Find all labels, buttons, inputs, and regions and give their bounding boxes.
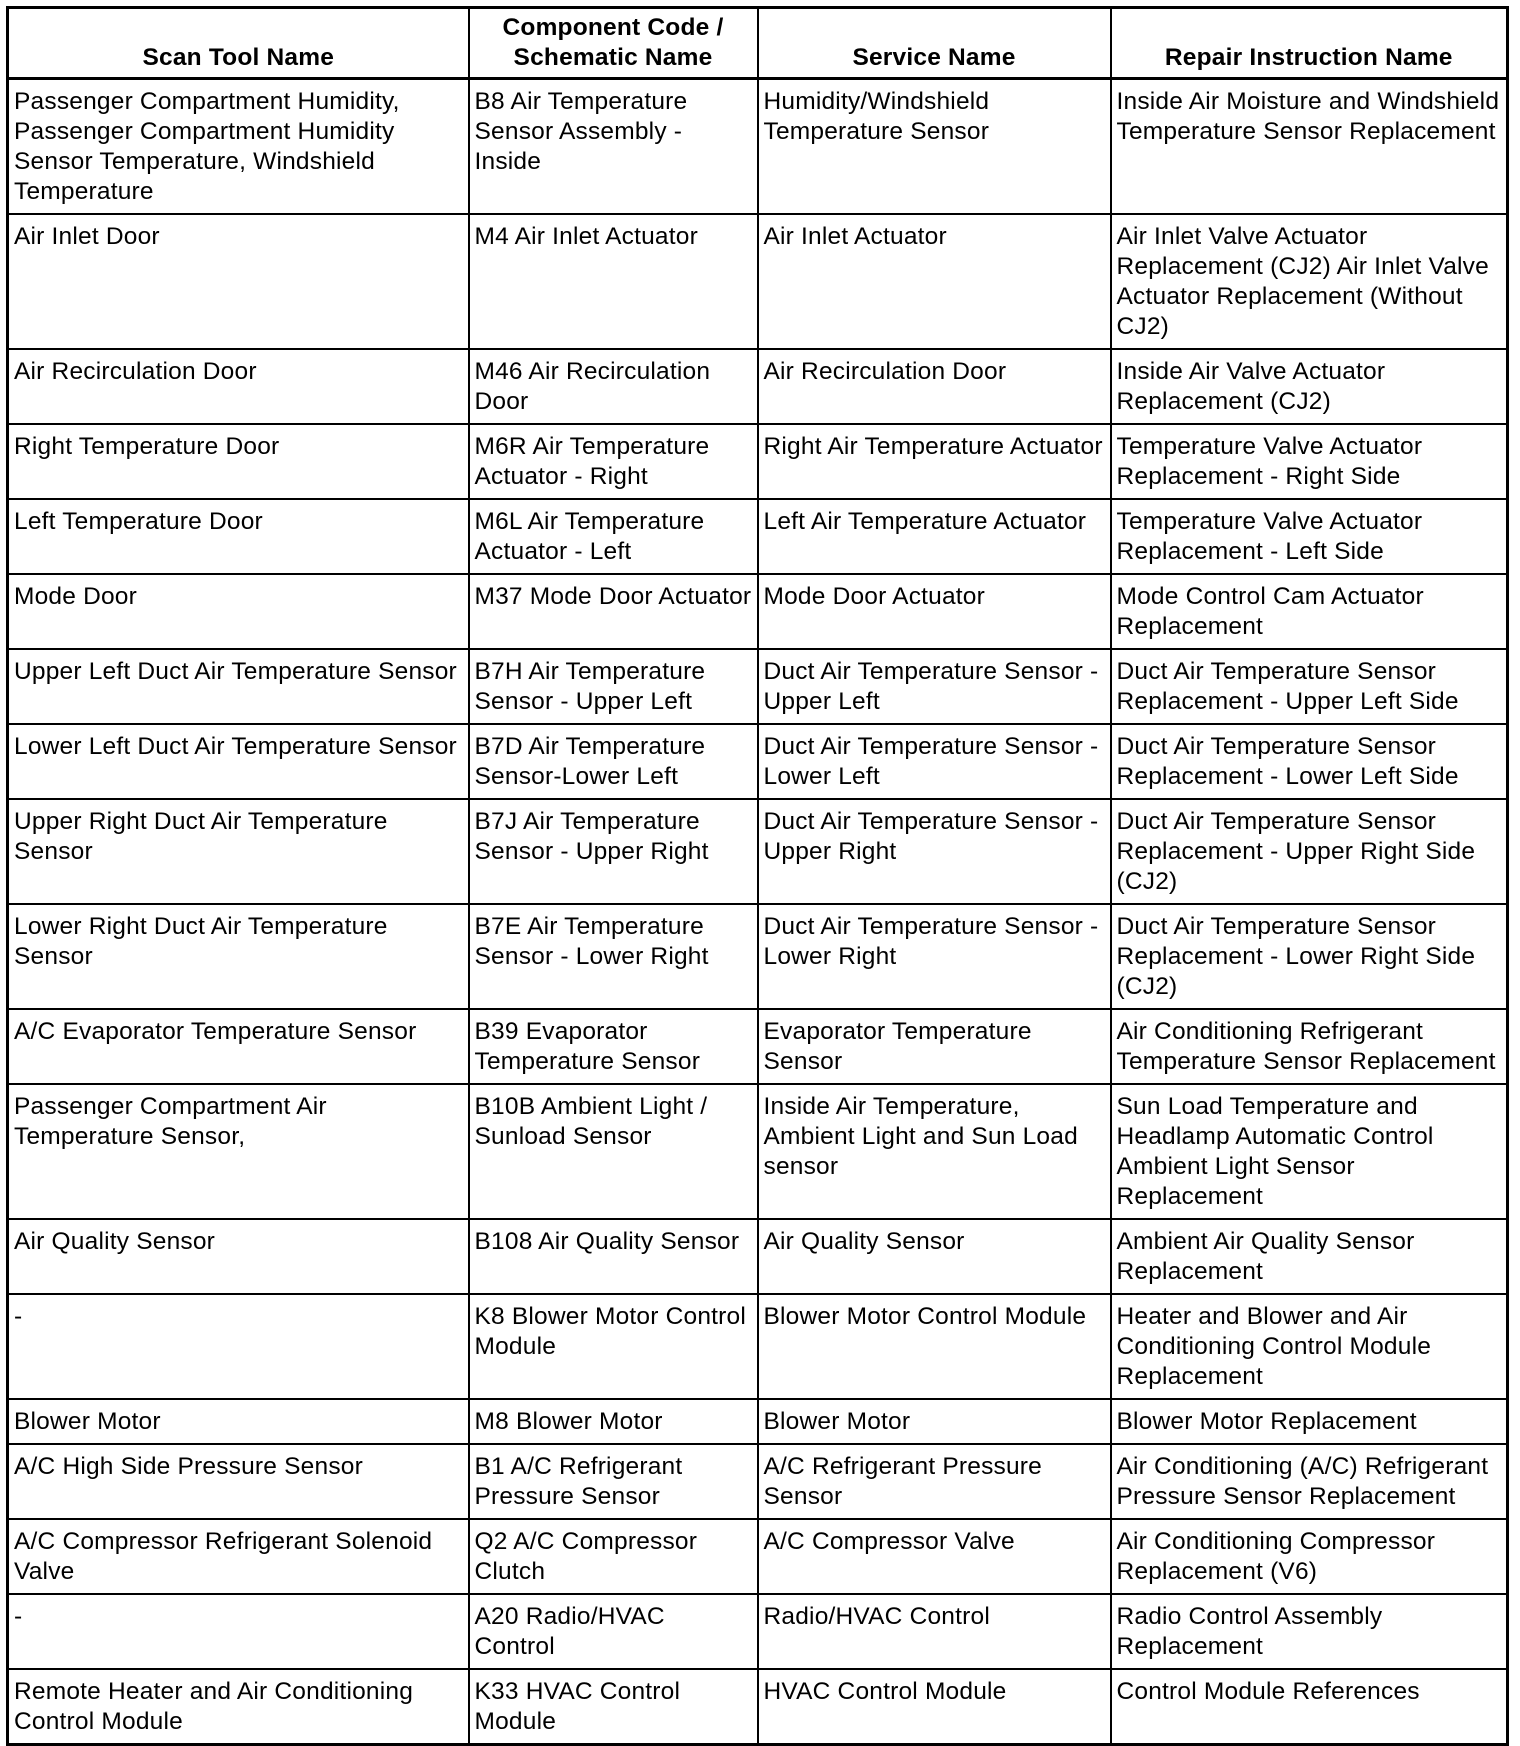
cell-scan-tool-name: Lower Right Duct Air Temperature Sensor xyxy=(8,904,469,1009)
cell-scan-tool-name: Air Inlet Door xyxy=(8,214,469,349)
header-service-name: Service Name xyxy=(758,8,1111,79)
cell-repair-instruction-name: Blower Motor Replacement xyxy=(1111,1399,1508,1444)
header-component-code-line2: Schematic Name xyxy=(513,44,713,71)
table-row xyxy=(8,1444,1508,1519)
cell-scan-tool-name: Passenger Compartment Air Temperature Sensor, xyxy=(8,1084,469,1219)
cell-repair-instruction-name: Air Conditioning Compressor Replacement (V6) xyxy=(1111,1519,1508,1594)
cell-repair-instruction-name: Radio Control Assembly Replacement xyxy=(1111,1594,1508,1669)
cell-service-name: Duct Air Temperature Sensor - Lower Left xyxy=(758,724,1111,799)
cell-scan-tool-name: Air Quality Sensor xyxy=(8,1219,469,1294)
cell-repair-instruction-name: Temperature Valve Actuator Replacement - Right Side xyxy=(1111,424,1508,499)
cell-component-code: Q2 A/C Compressor Clutch xyxy=(469,1519,758,1594)
header-component-code-line1: Component Code / xyxy=(502,14,724,41)
component-reference-sheet xyxy=(6,6,1509,1746)
cell-component-code: B39 Evaporator Temperature Sensor xyxy=(469,1009,758,1084)
cell-scan-tool-name: A/C Evaporator Temperature Sensor xyxy=(8,1009,469,1084)
cell-scan-tool-name: A/C Compressor Refrigerant Solenoid Valve xyxy=(8,1519,469,1594)
header-row xyxy=(8,8,1508,79)
cell-service-name: Radio/HVAC Control xyxy=(758,1594,1111,1669)
table-row xyxy=(8,904,1508,1009)
cell-scan-tool-name: Lower Left Duct Air Temperature Sensor xyxy=(8,724,469,799)
cell-component-code: M8 Blower Motor xyxy=(469,1399,758,1444)
cell-component-code: B1 A/C Refrigerant Pressure Sensor xyxy=(469,1444,758,1519)
cell-component-code: B8 Air Temperature Sensor Assembly - Inside xyxy=(469,79,758,215)
table-header xyxy=(8,8,1508,79)
table-row xyxy=(8,214,1508,349)
table-row xyxy=(8,799,1508,904)
table-row xyxy=(8,1084,1508,1219)
cell-repair-instruction-name: Mode Control Cam Actuator Replacement xyxy=(1111,574,1508,649)
cell-service-name: HVAC Control Module xyxy=(758,1669,1111,1745)
table-row xyxy=(8,1294,1508,1399)
cell-repair-instruction-name: Temperature Valve Actuator Replacement - Left Side xyxy=(1111,499,1508,574)
cell-service-name: Blower Motor xyxy=(758,1399,1111,1444)
cell-service-name: Inside Air Temperature, Ambient Light and Sun Load sensor xyxy=(758,1084,1111,1219)
table-row xyxy=(8,1669,1508,1745)
cell-service-name: Duct Air Temperature Sensor - Upper Left xyxy=(758,649,1111,724)
table-row xyxy=(8,1594,1508,1669)
header-scan-tool-name: Scan Tool Name xyxy=(8,8,469,79)
cell-repair-instruction-name: Air Inlet Valve Actuator Replacement (CJ2) Air Inlet Valve Actuator Replacement (Without CJ2) xyxy=(1111,214,1508,349)
cell-scan-tool-name: Left Temperature Door xyxy=(8,499,469,574)
table-row xyxy=(8,424,1508,499)
cell-scan-tool-name: - xyxy=(8,1594,469,1669)
cell-repair-instruction-name: Ambient Air Quality Sensor Replacement xyxy=(1111,1219,1508,1294)
cell-service-name: Duct Air Temperature Sensor - Lower Right xyxy=(758,904,1111,1009)
cell-repair-instruction-name: Inside Air Valve Actuator Replacement (CJ2) xyxy=(1111,349,1508,424)
cell-service-name: Right Air Temperature Actuator xyxy=(758,424,1111,499)
cell-component-code: M46 Air Recirculation Door xyxy=(469,349,758,424)
cell-scan-tool-name: Blower Motor xyxy=(8,1399,469,1444)
table-row xyxy=(8,1519,1508,1594)
cell-scan-tool-name: Upper Right Duct Air Temperature Sensor xyxy=(8,799,469,904)
table-row xyxy=(8,79,1508,215)
cell-component-code: B7H Air Temperature Sensor - Upper Left xyxy=(469,649,758,724)
cell-repair-instruction-name: Heater and Blower and Air Conditioning Control Module Replacement xyxy=(1111,1294,1508,1399)
cell-service-name: A/C Refrigerant Pressure Sensor xyxy=(758,1444,1111,1519)
cell-service-name: Blower Motor Control Module xyxy=(758,1294,1111,1399)
table-row xyxy=(8,1399,1508,1444)
cell-component-code: B10B Ambient Light / Sunload Sensor xyxy=(469,1084,758,1219)
cell-component-code: M6R Air Temperature Actuator - Right xyxy=(469,424,758,499)
cell-repair-instruction-name: Duct Air Temperature Sensor Replacement - Upper Right Side (CJ2) xyxy=(1111,799,1508,904)
cell-repair-instruction-name: Duct Air Temperature Sensor Replacement - Upper Left Side xyxy=(1111,649,1508,724)
cell-component-code: B108 Air Quality Sensor xyxy=(469,1219,758,1294)
cell-service-name: A/C Compressor Valve xyxy=(758,1519,1111,1594)
cell-service-name: Humidity/Windshield Temperature Sensor xyxy=(758,79,1111,215)
cell-service-name: Mode Door Actuator xyxy=(758,574,1111,649)
table-row xyxy=(8,574,1508,649)
cell-service-name: Air Recirculation Door xyxy=(758,349,1111,424)
table-row xyxy=(8,649,1508,724)
header-repair-instruction-name: Repair Instruction Name xyxy=(1111,8,1508,79)
table-row xyxy=(8,724,1508,799)
cell-repair-instruction-name: Inside Air Moisture and Windshield Temperature Sensor Replacement xyxy=(1111,79,1508,215)
cell-component-code: K33 HVAC Control Module xyxy=(469,1669,758,1745)
table-row xyxy=(8,1009,1508,1084)
cell-service-name: Air Quality Sensor xyxy=(758,1219,1111,1294)
cell-component-code: M37 Mode Door Actuator xyxy=(469,574,758,649)
cell-component-code: B7E Air Temperature Sensor - Lower Right xyxy=(469,904,758,1009)
cell-component-code: B7J Air Temperature Sensor - Upper Right xyxy=(469,799,758,904)
cell-scan-tool-name: Air Recirculation Door xyxy=(8,349,469,424)
cell-component-code: B7D Air Temperature Sensor-Lower Left xyxy=(469,724,758,799)
cell-repair-instruction-name: Control Module References xyxy=(1111,1669,1508,1745)
cell-component-code: M4 Air Inlet Actuator xyxy=(469,214,758,349)
cell-scan-tool-name: Right Temperature Door xyxy=(8,424,469,499)
cell-repair-instruction-name: Air Conditioning Refrigerant Temperature Sensor Replacement xyxy=(1111,1009,1508,1084)
cell-service-name: Left Air Temperature Actuator xyxy=(758,499,1111,574)
cell-scan-tool-name: Mode Door xyxy=(8,574,469,649)
table-row xyxy=(8,499,1508,574)
cell-repair-instruction-name: Duct Air Temperature Sensor Replacement - Lower Right Side (CJ2) xyxy=(1111,904,1508,1009)
table-row xyxy=(8,349,1508,424)
cell-service-name: Air Inlet Actuator xyxy=(758,214,1111,349)
cell-component-code: A20 Radio/HVAC Control xyxy=(469,1594,758,1669)
cell-component-code: M6L Air Temperature Actuator - Left xyxy=(469,499,758,574)
component-reference-table xyxy=(6,6,1509,1746)
cell-scan-tool-name: - xyxy=(8,1294,469,1399)
cell-repair-instruction-name: Air Conditioning (A/C) Refrigerant Pressure Sensor Replacement xyxy=(1111,1444,1508,1519)
table-row xyxy=(8,1219,1508,1294)
cell-scan-tool-name: A/C High Side Pressure Sensor xyxy=(8,1444,469,1519)
cell-scan-tool-name: Remote Heater and Air Conditioning Control Module xyxy=(8,1669,469,1745)
cell-component-code: K8 Blower Motor Control Module xyxy=(469,1294,758,1399)
cell-repair-instruction-name: Duct Air Temperature Sensor Replacement - Lower Left Side xyxy=(1111,724,1508,799)
cell-service-name: Duct Air Temperature Sensor - Upper Right xyxy=(758,799,1111,904)
cell-scan-tool-name: Passenger Compartment Humidity, Passenger Compartment Humidity Sensor Temperature, Windshield Temperature xyxy=(8,79,469,215)
cell-service-name: Evaporator Temperature Sensor xyxy=(758,1009,1111,1084)
table-body xyxy=(8,79,1508,1745)
cell-repair-instruction-name: Sun Load Temperature and Headlamp Automatic Control Ambient Light Sensor Replacement xyxy=(1111,1084,1508,1219)
cell-scan-tool-name: Upper Left Duct Air Temperature Sensor xyxy=(8,649,469,724)
header-component-code xyxy=(469,8,758,79)
